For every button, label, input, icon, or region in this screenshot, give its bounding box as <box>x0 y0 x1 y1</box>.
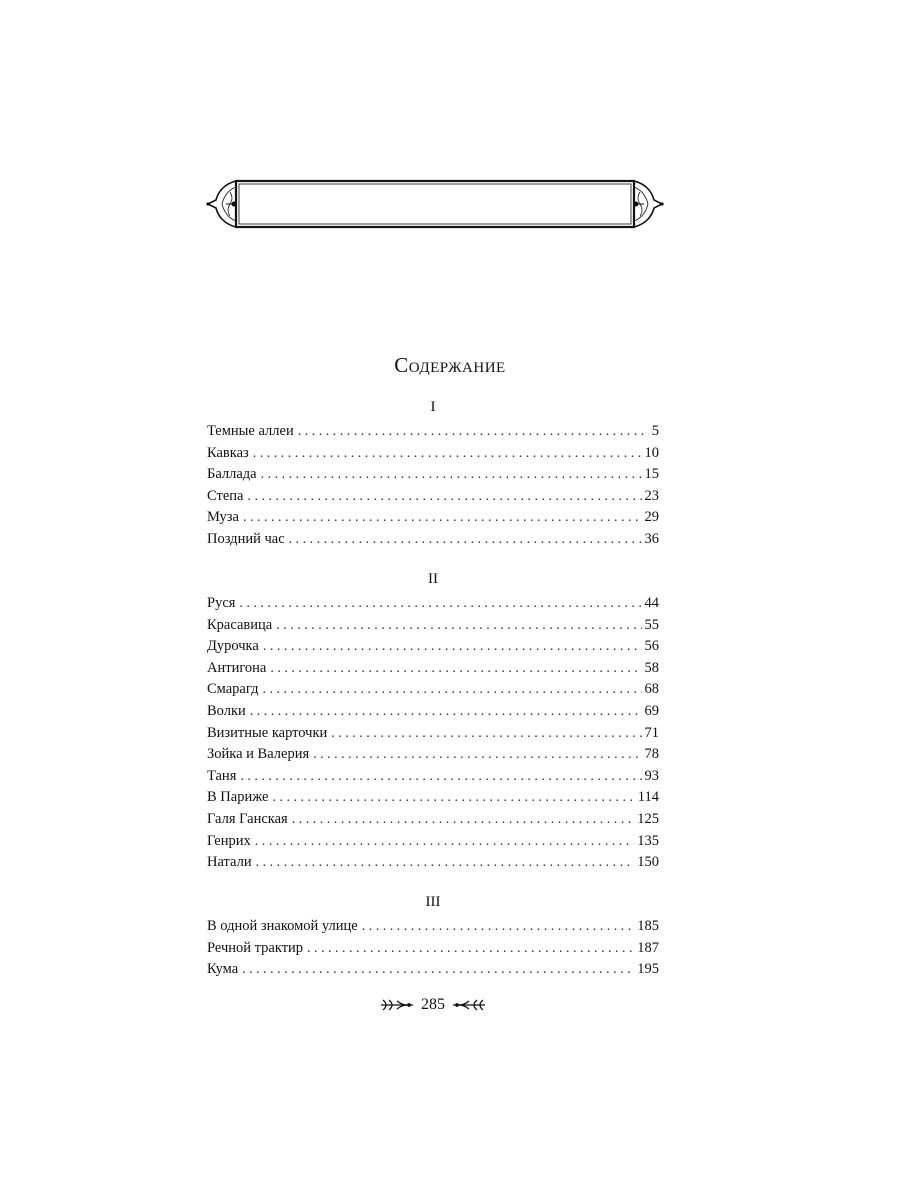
toc-entry[interactable] <box>207 852 659 874</box>
ornamental-frame <box>204 178 666 230</box>
dot-leader <box>255 831 635 853</box>
toc-entry-page: 58 <box>644 659 659 676</box>
toc-entry-page: 10 <box>644 444 659 461</box>
toc-entry[interactable] <box>207 938 659 960</box>
toc-entry-title: Муза <box>207 509 239 526</box>
toc-entry-title: Антигона <box>207 659 267 676</box>
toc-entry[interactable] <box>207 701 659 723</box>
toc-entry-page: 68 <box>644 681 659 698</box>
dot-leader <box>239 593 641 615</box>
section-heading-2: II <box>428 571 438 587</box>
toc-entry-title: Визитные карточки <box>207 724 328 741</box>
toc-entry[interactable] <box>207 959 659 981</box>
section-heading-1: I <box>430 399 436 415</box>
dot-leader <box>272 787 634 809</box>
toc-entry-title: Кавказ <box>207 444 249 461</box>
toc-entry[interactable] <box>207 809 659 831</box>
toc-entry-page: 187 <box>637 939 659 956</box>
toc-entry[interactable] <box>207 464 659 486</box>
toc-entry[interactable] <box>207 766 659 788</box>
toc-entry-page: 93 <box>644 767 659 784</box>
dot-leader <box>276 615 641 637</box>
toc-entry-title: Зойка и Валерия <box>207 746 310 763</box>
toc-entry[interactable] <box>207 593 659 615</box>
toc-entry-page: 29 <box>644 509 659 526</box>
toc-entry-title: Таня <box>207 767 237 784</box>
toc-entry[interactable] <box>207 658 659 680</box>
dot-leader <box>298 421 649 443</box>
toc-entry[interactable] <box>207 831 659 853</box>
dot-leader <box>292 809 635 831</box>
toc-entry[interactable] <box>207 723 659 745</box>
toc-entry-page: 44 <box>644 595 659 611</box>
toc-entry-page: 114 <box>637 789 659 806</box>
toc-section-2 <box>207 593 659 874</box>
toc-entry[interactable] <box>207 486 659 508</box>
toc-entry-page: 195 <box>637 961 659 978</box>
toc-entry-page: 71 <box>644 724 659 741</box>
toc-entry-page: 135 <box>637 832 659 849</box>
dot-leader <box>331 723 641 745</box>
floral-flourish-icon <box>379 998 415 1012</box>
dot-leader <box>313 744 641 766</box>
toc-entry-title: Смарагд <box>207 681 259 698</box>
toc-entry-title: Степа <box>207 487 244 504</box>
dot-leader <box>307 938 634 960</box>
section-heading-3: III <box>425 894 441 910</box>
dot-leader <box>256 852 635 874</box>
toc-entry[interactable] <box>207 507 659 529</box>
page-footer <box>0 996 866 1014</box>
toc-entry-title: Речной трактир <box>207 939 304 956</box>
toc-entry[interactable] <box>207 916 659 938</box>
toc-entry-title: В одной знакомой улице <box>207 918 358 934</box>
toc-entry-title: Темные аллеи <box>207 423 294 439</box>
toc-section-1 <box>207 421 659 551</box>
dot-leader <box>262 679 641 701</box>
toc-entry-title: Кума <box>207 961 239 978</box>
toc-entry-title: Волки <box>207 702 246 719</box>
dot-leader <box>261 464 642 486</box>
toc-entry-page: 55 <box>644 616 659 633</box>
toc-entry-page: 36 <box>644 530 659 547</box>
toc-entry[interactable] <box>207 421 659 443</box>
page-number: 285 <box>421 996 445 1013</box>
toc-entry[interactable] <box>207 744 659 766</box>
toc-entry-page: 78 <box>644 746 659 763</box>
toc-entry[interactable] <box>207 787 659 809</box>
toc-entry-title: Баллада <box>207 466 257 483</box>
dot-leader <box>289 529 642 551</box>
toc-entry-title: Дурочка <box>207 638 259 655</box>
toc-entry[interactable] <box>207 679 659 701</box>
page-title: Содержание <box>394 353 506 377</box>
toc-entry-page: 56 <box>644 638 659 655</box>
toc-entry-title: Галя Ганская <box>207 810 288 827</box>
toc-entry-title: В Париже <box>207 789 269 806</box>
dot-leader <box>250 701 642 723</box>
toc-entry-title: Генрих <box>207 832 251 849</box>
toc-entry[interactable] <box>207 636 659 658</box>
toc-entry-title: Поздний час <box>207 530 285 547</box>
toc-entry-page: 150 <box>637 854 659 871</box>
dot-leader <box>263 636 642 658</box>
dot-leader <box>242 959 634 981</box>
toc-entry[interactable] <box>207 615 659 637</box>
floral-flourish-icon <box>451 998 487 1012</box>
toc-entry-page: 15 <box>644 466 659 483</box>
toc-entry-page: 185 <box>637 918 659 934</box>
toc-entry[interactable] <box>207 443 659 465</box>
toc-entry-page: 69 <box>644 702 659 719</box>
dot-leader <box>243 507 642 529</box>
toc-entry[interactable] <box>207 529 659 551</box>
toc-entry-page: 5 <box>651 423 659 439</box>
dot-leader <box>247 486 641 508</box>
toc-entry-title: Красавица <box>207 616 273 633</box>
toc-entry-page: 125 <box>637 810 659 827</box>
toc-entry-title: Руся <box>207 595 236 611</box>
dot-leader <box>240 766 641 788</box>
dot-leader <box>253 443 642 465</box>
toc-section-3 <box>207 916 659 981</box>
dot-leader <box>362 916 635 938</box>
dot-leader <box>270 658 641 680</box>
toc-entry-title: Натали <box>207 854 252 871</box>
toc-entry-page: 23 <box>644 487 659 504</box>
